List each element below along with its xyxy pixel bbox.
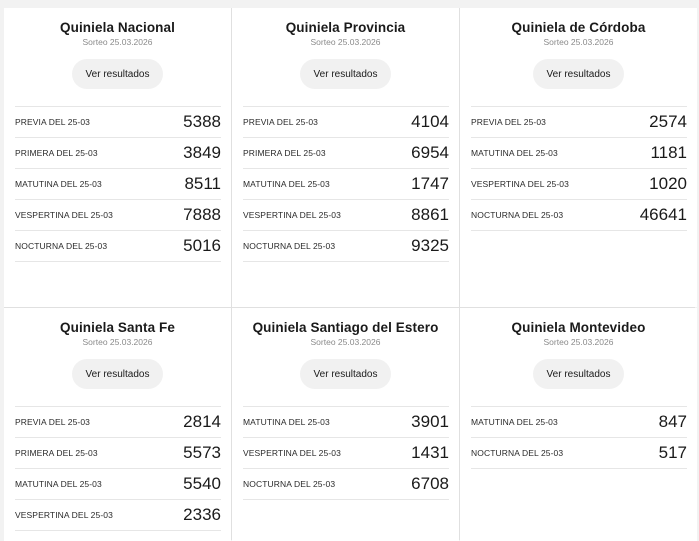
draw-label: NOCTURNA DEL 25-03: [471, 448, 564, 458]
winning-number: 8861: [411, 205, 449, 224]
card-title: Quiniela de Córdoba: [511, 20, 646, 35]
result-row: [243, 469, 449, 500]
draw-label: MATUTINA DEL 25-03: [471, 417, 558, 427]
result-row: [471, 200, 687, 231]
winning-number: 4104: [411, 112, 449, 131]
draw-date: Sorteo 25.03.2026: [82, 37, 153, 47]
winning-number: 7888: [183, 205, 221, 224]
result-row: [15, 200, 221, 231]
draw-label: VESPERTINA DEL 25-03: [243, 448, 341, 458]
winning-number: 5388: [183, 112, 221, 131]
result-row: [15, 169, 221, 200]
draw-label: VESPERTINA DEL 25-03: [471, 179, 569, 189]
result-row: [15, 138, 221, 169]
result-row: [471, 138, 687, 169]
result-row: [15, 469, 221, 500]
winning-number: 46641: [639, 205, 687, 224]
draw-label: MATUTINA DEL 25-03: [243, 417, 330, 427]
draw-label: PREVIA DEL 25-03: [15, 417, 90, 427]
winning-number: 8511: [184, 174, 221, 193]
results-list: [471, 106, 687, 231]
lottery-card: [232, 8, 459, 307]
winning-number: 1181: [650, 143, 687, 162]
result-row: [243, 200, 449, 231]
winning-number: 3849: [183, 143, 221, 162]
draw-label: NOCTURNA DEL 25-03: [15, 241, 108, 251]
winning-number: 2336: [183, 505, 221, 524]
winning-number: 6954: [411, 143, 449, 162]
draw-date: Sorteo 25.03.2026: [310, 337, 381, 347]
result-row: [471, 438, 687, 469]
result-row: [243, 107, 449, 138]
result-row: [15, 107, 221, 138]
card-title: Quiniela Provincia: [285, 20, 406, 35]
draw-label: MATUTINA DEL 25-03: [471, 148, 558, 158]
draw-label: PRIMERA DEL 25-03: [15, 448, 98, 458]
draw-label: MATUTINA DEL 25-03: [15, 479, 102, 489]
result-row: [243, 231, 449, 262]
draw-date: Sorteo 25.03.2026: [543, 337, 614, 347]
result-row: [243, 407, 449, 438]
winning-number: 1020: [649, 174, 687, 193]
result-row: [15, 500, 221, 531]
result-row: [243, 138, 449, 169]
result-row: [15, 407, 221, 438]
see-results-button[interactable]: Ver resultados: [72, 359, 164, 389]
see-results-button[interactable]: Ver resultados: [533, 59, 625, 89]
winning-number: 2574: [649, 112, 687, 131]
draw-label: NOCTURNA DEL 25-03: [243, 241, 336, 251]
lottery-card: [460, 8, 697, 307]
draw-label: MATUTINA DEL 25-03: [243, 179, 330, 189]
draw-label: VESPERTINA DEL 25-03: [15, 210, 113, 220]
see-results-button[interactable]: Ver resultados: [533, 359, 625, 389]
winning-number: 6708: [411, 474, 449, 493]
result-row: [471, 169, 687, 200]
card-title: Quiniela Santa Fe: [60, 320, 175, 335]
results-grid: [4, 8, 695, 540]
draw-label: PREVIA DEL 25-03: [15, 117, 90, 127]
results-list: [15, 106, 221, 262]
draw-label: MATUTINA DEL 25-03: [15, 179, 102, 189]
see-results-button[interactable]: Ver resultados: [300, 59, 392, 89]
winning-number: 1431: [411, 443, 449, 462]
draw-date: Sorteo 25.03.2026: [310, 37, 381, 47]
draw-label: VESPERTINA DEL 25-03: [243, 210, 341, 220]
card-title: Quiniela Montevideo: [511, 320, 646, 335]
winning-number: 9325: [411, 236, 449, 255]
results-list: [243, 406, 449, 500]
result-row: [471, 407, 687, 438]
draw-label: PREVIA DEL 25-03: [471, 117, 546, 127]
draw-date: Sorteo 25.03.2026: [543, 37, 614, 47]
winning-number: 2814: [183, 412, 221, 431]
see-results-button[interactable]: Ver resultados: [300, 359, 392, 389]
winning-number: 5573: [183, 443, 221, 462]
results-list: [471, 406, 687, 469]
lottery-card: [4, 8, 231, 307]
result-row: [471, 107, 687, 138]
draw-label: PREVIA DEL 25-03: [243, 117, 318, 127]
draw-label: PRIMERA DEL 25-03: [243, 148, 326, 158]
see-results-button[interactable]: Ver resultados: [72, 59, 164, 89]
winning-number: 5016: [183, 236, 221, 255]
lottery-card: [232, 308, 459, 541]
draw-label: PRIMERA DEL 25-03: [15, 148, 98, 158]
results-list: [243, 106, 449, 262]
draw-label: NOCTURNA DEL 25-03: [243, 479, 336, 489]
winning-number: 1747: [411, 174, 449, 193]
card-title: Quiniela Santiago del Estero: [252, 320, 439, 335]
draw-label: VESPERTINA DEL 25-03: [15, 510, 113, 520]
winning-number: 517: [658, 443, 687, 462]
winning-number: 847: [658, 412, 687, 431]
result-row: [15, 438, 221, 469]
result-row: [15, 231, 221, 262]
draw-label: NOCTURNA DEL 25-03: [471, 210, 564, 220]
winning-number: 3901: [411, 412, 449, 431]
winning-number: 5540: [183, 474, 221, 493]
draw-date: Sorteo 25.03.2026: [82, 337, 153, 347]
result-row: [243, 438, 449, 469]
results-list: [15, 406, 221, 531]
card-title: Quiniela Nacional: [60, 20, 175, 35]
result-row: [243, 169, 449, 200]
lottery-card: [4, 308, 231, 541]
lottery-card: [460, 308, 697, 541]
